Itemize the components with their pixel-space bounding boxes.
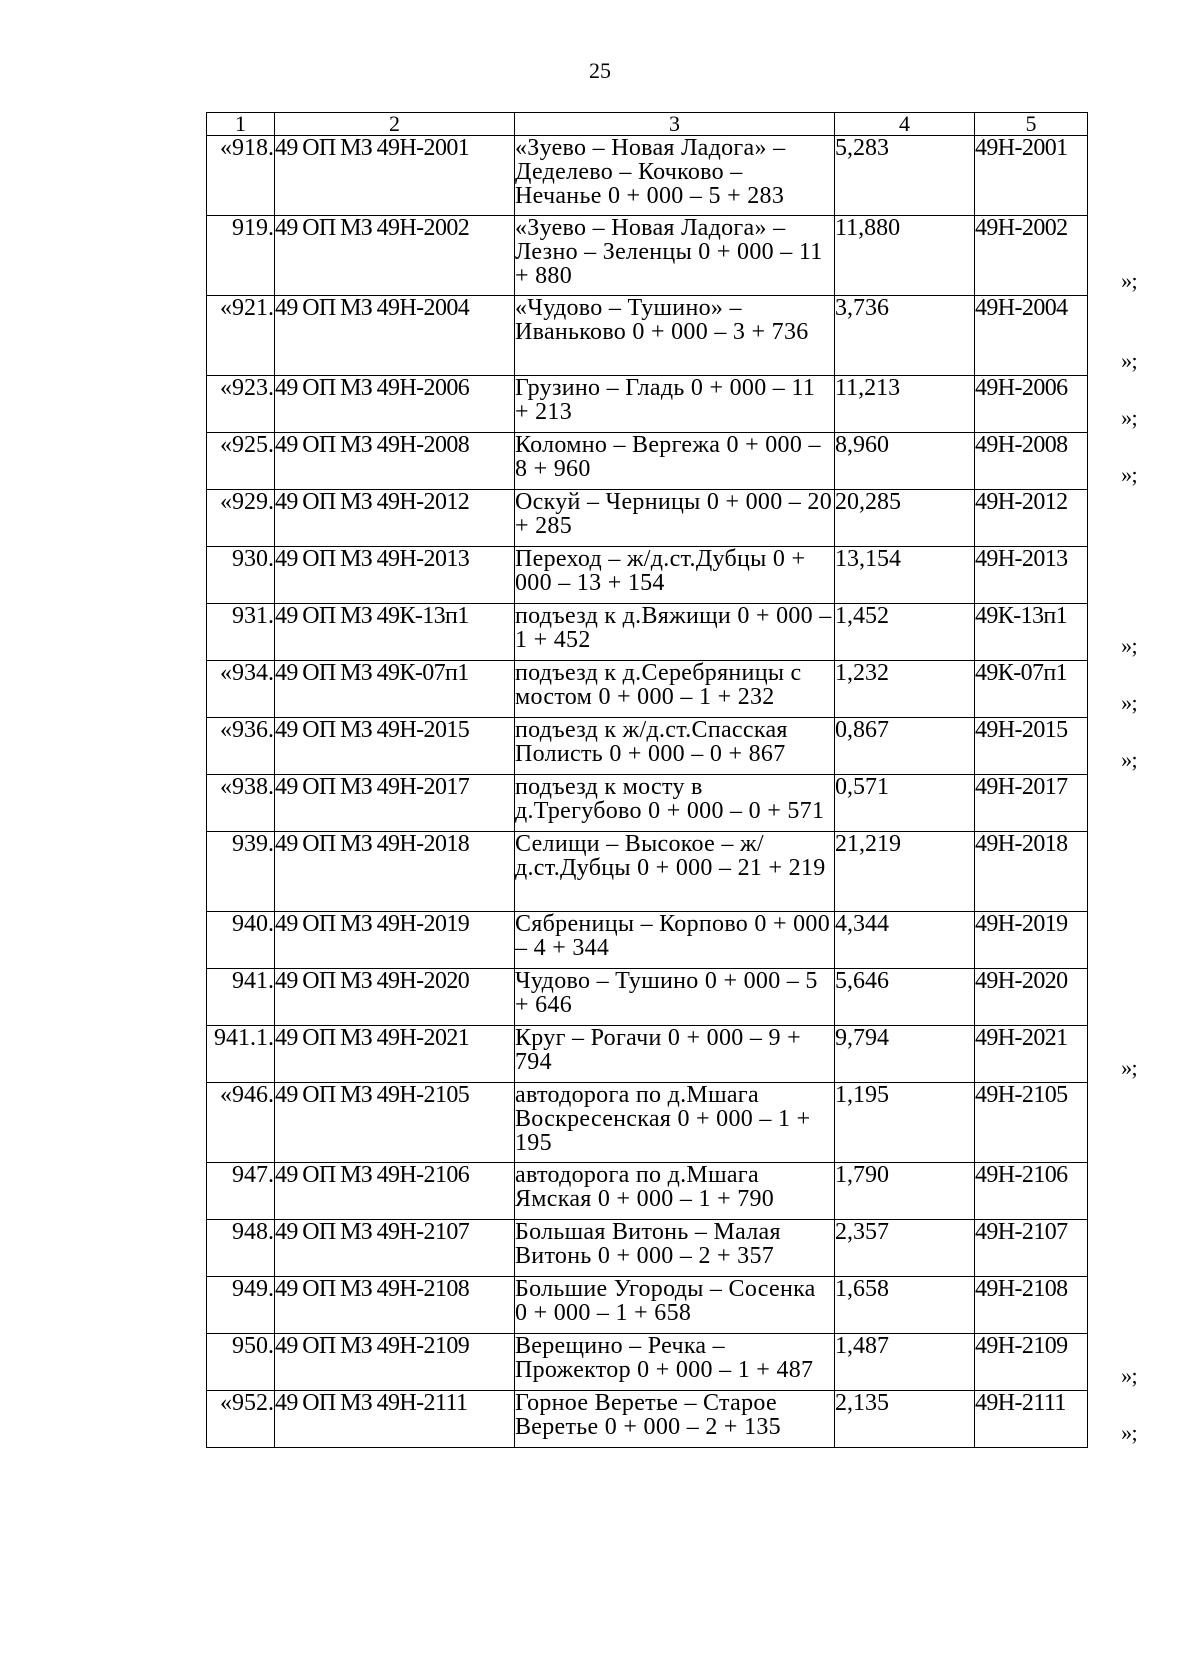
road-name: «Зуево – Новая Ладога» – Лезно – Зеленцы 0 + 000 – 11 + 880 — [515, 215, 823, 289]
column-header-2: 2 — [275, 113, 515, 136]
row-number: «946. — [220, 1082, 274, 1108]
table-row — [207, 912, 1088, 969]
row-number: «918. — [220, 135, 274, 161]
road-id: 49Н-2105 — [975, 1082, 1068, 1108]
road-code: 49 ОП МЗ 49Н-2013 — [275, 546, 470, 572]
road-id: 49Н-2021 — [975, 1025, 1068, 1051]
table-header-row — [207, 113, 1088, 136]
row-number: «923. — [220, 375, 274, 401]
row-number: 939. — [232, 831, 274, 857]
road-length: 20,285 — [835, 489, 901, 515]
road-length: 4,344 — [835, 911, 889, 937]
table-row — [207, 1277, 1088, 1334]
table-row — [207, 661, 1088, 718]
road-id: 49Н-2008 — [975, 432, 1068, 458]
row-number: 919. — [232, 215, 274, 241]
road-code: 49 ОП МЗ 49Н-2106 — [275, 1162, 470, 1188]
row-number: 948. — [232, 1219, 274, 1245]
row-number: 949. — [232, 1276, 274, 1302]
road-code: 49 ОП МЗ 49Н-2107 — [275, 1219, 470, 1245]
road-name: Горное Веретье – Старое Веретье 0 + 000 – 2 + 135 — [515, 1390, 781, 1440]
road-name: Коломно – Вергежа 0 + 000 – 8 + 960 — [515, 432, 821, 482]
road-code: 49 ОП МЗ 49Н-2004 — [275, 295, 470, 321]
road-code: 49 ОП МЗ 49К-07п1 — [275, 660, 469, 686]
column-header-5: 5 — [975, 113, 1088, 136]
road-length: 0,867 — [835, 717, 889, 743]
road-name: Большая Витонь – Малая Витонь 0 + 000 – 2 + 357 — [515, 1219, 781, 1269]
road-name: Оскуй – Черницы 0 + 000 – 20 + 285 — [515, 489, 832, 539]
road-length: 11,880 — [835, 215, 901, 241]
road-id: 49Н-2019 — [975, 911, 1068, 937]
road-length: 13,154 — [835, 546, 901, 572]
road-name: Грузино – Гладь 0 + 000 – 11 + 213 — [515, 375, 816, 425]
road-length: 11,213 — [835, 375, 901, 401]
road-id: 49Н-2004 — [975, 295, 1068, 321]
row-number: «925. — [220, 432, 274, 458]
closing-quote: »; — [1121, 747, 1137, 772]
closing-quote: »; — [1121, 405, 1137, 430]
row-number: «936. — [220, 717, 274, 743]
road-id: 49Н-2002 — [975, 215, 1068, 241]
road-id: 49Н-2106 — [975, 1162, 1068, 1188]
road-name: Большие Угороды – Сосенка 0 + 000 – 1 + 658 — [515, 1276, 816, 1326]
row-number: 940. — [232, 911, 274, 937]
road-id: 49Н-2006 — [975, 375, 1068, 401]
row-number: «921. — [220, 295, 274, 321]
road-name: подъезд к мосту в д.Трегубово 0 + 000 – 0 + 571 — [515, 774, 825, 824]
road-id: 49Н-2018 — [975, 831, 1068, 857]
road-name: автодорога по д.Мшага Ямская 0 + 000 – 1 + 790 — [515, 1162, 775, 1212]
road-length: 8,960 — [835, 432, 889, 458]
road-name: Чудово – Тушино 0 + 000 – 5 + 646 — [515, 968, 818, 1018]
road-code: 49 ОП МЗ 49Н-2006 — [275, 375, 470, 401]
road-name: «Чудово – Тушино» – Иваньково 0 + 000 – 3 + 736 — [515, 295, 809, 345]
road-code: 49 ОП МЗ 49Н-2019 — [275, 911, 470, 937]
road-code: 49 ОП МЗ 49Н-2020 — [275, 968, 470, 994]
row-number: «929. — [220, 489, 274, 515]
column-header-3: 3 — [515, 113, 835, 136]
road-name: подъезд к д.Серебряницы с мостом 0 + 000 – 1 + 232 — [515, 660, 802, 710]
road-code: 49 ОП МЗ 49Н-2008 — [275, 432, 470, 458]
row-number: «938. — [220, 774, 274, 800]
road-length: 1,487 — [835, 1333, 889, 1359]
road-length: 1,790 — [835, 1162, 889, 1188]
table-row — [207, 490, 1088, 547]
closing-quote: »; — [1121, 1420, 1137, 1445]
road-code: 49 ОП МЗ 49Н-2111 — [275, 1390, 468, 1416]
road-length: 9,794 — [835, 1025, 889, 1051]
table-row — [207, 832, 1088, 912]
closing-quote: »; — [1121, 1363, 1137, 1388]
table-row — [207, 775, 1088, 832]
table-row — [207, 1026, 1088, 1083]
road-length: 1,452 — [835, 603, 889, 629]
closing-quote: »; — [1121, 690, 1137, 715]
table-row — [207, 296, 1088, 376]
road-code: 49 ОП МЗ 49Н-2001 — [275, 135, 470, 161]
road-code: 49 ОП МЗ 49Н-2108 — [275, 1276, 470, 1302]
table-row — [207, 1334, 1088, 1391]
road-id: 49Н-2020 — [975, 968, 1068, 994]
road-code: 49 ОП МЗ 49Н-2021 — [275, 1025, 470, 1051]
table-row — [207, 1083, 1088, 1163]
road-name: Переход – ж/д.ст.Дубцы 0 + 000 – 13 + 154 — [515, 546, 806, 596]
table-row — [207, 136, 1088, 216]
road-id: 49К-07п1 — [975, 660, 1068, 686]
row-number: 930. — [232, 546, 274, 572]
road-length: 3,736 — [835, 295, 889, 321]
closing-quote: »; — [1121, 633, 1137, 658]
road-length: 5,646 — [835, 968, 889, 994]
road-length: 1,658 — [835, 1276, 889, 1302]
road-code: 49 ОП МЗ 49Н-2105 — [275, 1082, 470, 1108]
roads-table — [206, 111, 1137, 1448]
road-length: 2,357 — [835, 1219, 889, 1245]
table-row — [207, 1163, 1088, 1220]
closing-quote: »; — [1121, 348, 1137, 373]
road-length: 0,571 — [835, 774, 889, 800]
table-row — [207, 547, 1088, 604]
table-row — [207, 604, 1088, 661]
row-number: 941. — [232, 968, 274, 994]
road-id: 49Н-2013 — [975, 546, 1068, 572]
road-name: подъезд к ж/д.ст.Спасская Полисть 0 + 000 – 0 + 867 — [515, 717, 788, 767]
column-header-1: 1 — [207, 113, 275, 136]
road-name: Круг – Рогачи 0 + 000 – 9 + 794 — [515, 1025, 801, 1075]
road-name: подъезд к д.Вяжищи 0 + 000 – 1 + 452 — [515, 603, 832, 653]
road-id: 49Н-2111 — [975, 1390, 1066, 1416]
table-row — [207, 1391, 1088, 1448]
column-header-4: 4 — [835, 113, 975, 136]
table-row — [207, 1220, 1088, 1277]
road-id: 49Н-2017 — [975, 774, 1068, 800]
road-id: 49Н-2015 — [975, 717, 1068, 743]
table-row — [207, 969, 1088, 1026]
row-number: 950. — [232, 1333, 274, 1359]
row-number: 941.1. — [214, 1025, 274, 1051]
table-row — [207, 216, 1088, 296]
road-name: автодорога по д.Мшага Воскресенская 0 + 000 – 1 + 195 — [515, 1082, 811, 1156]
road-code: 49 ОП МЗ 49Н-2002 — [275, 215, 470, 241]
road-id: 49Н-2109 — [975, 1333, 1068, 1359]
road-code: 49 ОП МЗ 49К-13п1 — [275, 603, 469, 629]
road-id: 49Н-2001 — [975, 135, 1068, 161]
road-id: 49Н-2012 — [975, 489, 1068, 515]
road-id: 49К-13п1 — [975, 603, 1068, 629]
table-row — [207, 433, 1088, 490]
row-number: «934. — [220, 660, 274, 686]
road-length: 2,135 — [835, 1390, 889, 1416]
road-code: 49 ОП МЗ 49Н-2017 — [275, 774, 470, 800]
table-row — [207, 718, 1088, 775]
road-length: 1,232 — [835, 660, 889, 686]
road-length: 5,283 — [835, 135, 889, 161]
closing-quote: »; — [1121, 1055, 1137, 1080]
road-id: 49Н-2108 — [975, 1276, 1068, 1302]
road-length: 21,219 — [835, 831, 901, 857]
road-code: 49 ОП МЗ 49Н-2109 — [275, 1333, 470, 1359]
road-id: 49Н-2107 — [975, 1219, 1068, 1245]
road-code: 49 ОП МЗ 49Н-2012 — [275, 489, 470, 515]
table-row — [207, 376, 1088, 433]
closing-quote: »; — [1121, 462, 1137, 487]
row-number: «952. — [220, 1390, 274, 1416]
page-number: 25 — [589, 58, 611, 83]
row-number: 931. — [232, 603, 274, 629]
road-name: Сябреницы – Корпово 0 + 000 – 4 + 344 — [515, 911, 831, 961]
road-name: Верещино – Речка – Прожектор 0 + 000 – 1 + 487 — [515, 1333, 814, 1383]
row-number: 947. — [232, 1162, 274, 1188]
closing-quote: »; — [1121, 268, 1137, 293]
road-name: «Зуево – Новая Ладога» – Деделево – Кочково – Нечанье 0 + 000 – 5 + 283 — [515, 135, 786, 209]
road-length: 1,195 — [835, 1082, 889, 1108]
road-code: 49 ОП МЗ 49Н-2015 — [275, 717, 470, 743]
road-name: Селищи – Высокое – ж/д.ст.Дубцы 0 + 000 – 21 + 219 — [515, 831, 826, 881]
road-code: 49 ОП МЗ 49Н-2018 — [275, 831, 470, 857]
